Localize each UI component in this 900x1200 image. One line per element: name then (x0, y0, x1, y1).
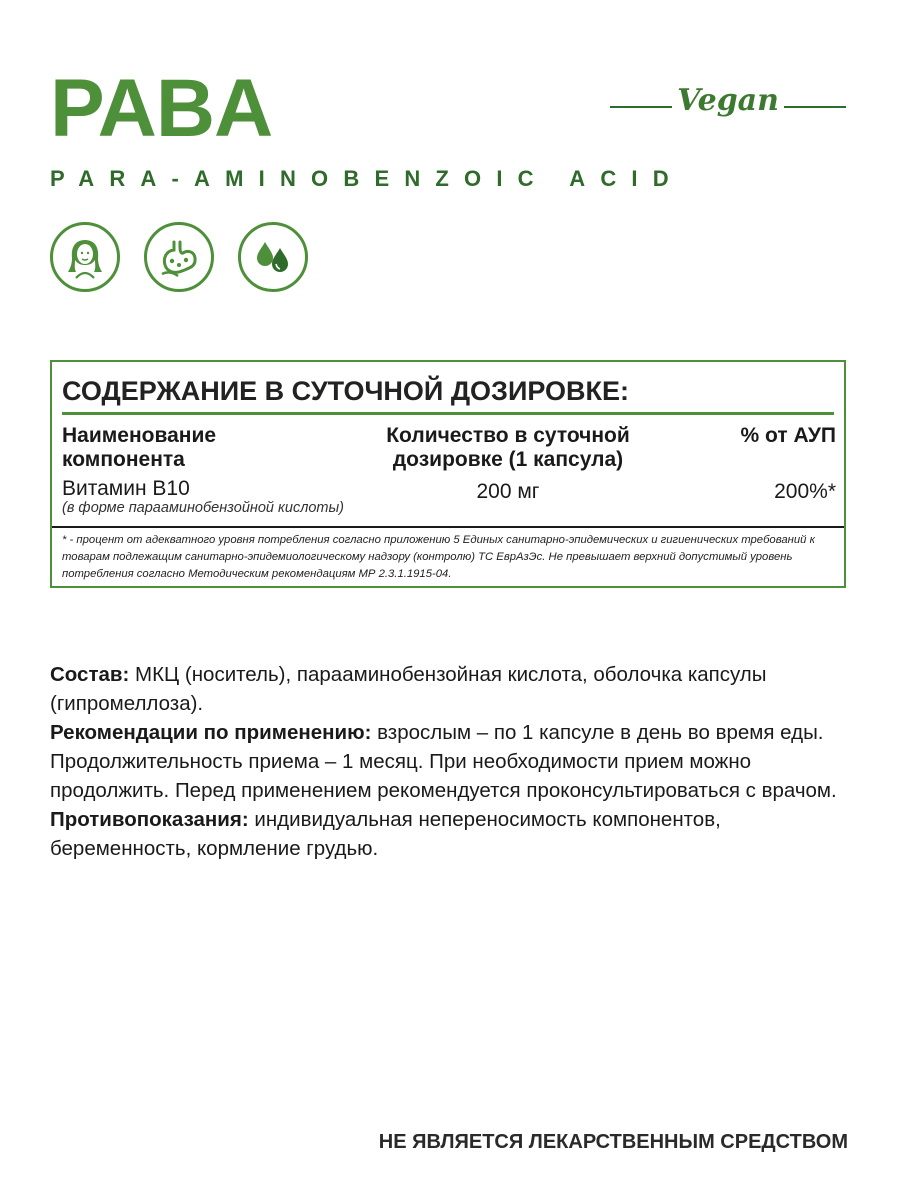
product-title: PABA (50, 63, 273, 154)
component-name: Витамин B10 (62, 477, 190, 500)
table-footnote: * - процент от адекватного уровня потребления согласно приложению 5 Единых санитарно-эпидемических и гигиенических требований к товарам подлежащим санитарно-эпидемиологическому надзору (контролю) ТС ЕврАзЭс. Не превышает верхний допустимый уровень потребления согласно Методическим рекомендациям МР 2.3.1.1915-04. (62, 534, 815, 580)
column-header-amount-line1: Количество в суточной (386, 424, 630, 447)
usage-paragraph (50, 718, 850, 805)
contraindications-text: индивидуальная непереносимость компонентов, беременность, кормление грудью. (50, 808, 721, 860)
column-header-name-line1: Наименование (62, 424, 217, 447)
usage-label: Рекомендации по применению: (50, 721, 372, 744)
footnote-divider (52, 526, 844, 528)
table-heading: СОДЕРЖАНИЕ В СУТОЧНОЙ ДОЗИРОВКЕ: (62, 376, 630, 406)
composition-text: МКЦ (носитель), парааминобензойная кислота, оболочка капсулы (гипромеллоза). (50, 663, 767, 715)
contraindications-label: Противопоказания: (50, 808, 249, 831)
benefit-icons (50, 222, 308, 292)
column-header-amount-line2: дозировке (1 капсула) (392, 448, 624, 472)
product-info (50, 660, 850, 863)
column-header-percent: % от АУП (740, 424, 836, 447)
usage-text: взрослым – по 1 капсуле в день во время еды. Продолжительность приема – 1 месяц. При необходимости прием можно продолжить. Перед применением рекомендуется проконсультироваться с врачом. (50, 721, 837, 802)
water-drops-icon (238, 222, 308, 292)
heading-divider (62, 412, 834, 415)
vegan-badge (610, 84, 846, 130)
composition-label: Состав: (50, 663, 130, 686)
column-header-amount (348, 424, 668, 472)
product-subtitle: PARA-AMINOBENZOIC ACID (50, 166, 684, 191)
composition-paragraph (50, 660, 850, 718)
column-header-name-line2: компонента (62, 448, 185, 472)
component-amount: 200 мг (476, 480, 540, 503)
column-header-name (62, 424, 302, 472)
vegan-line-right (784, 106, 846, 108)
component-percent: 200%* (774, 480, 836, 503)
woman-face-icon (50, 222, 120, 292)
stomach-icon (144, 222, 214, 292)
disclaimer: НЕ ЯВЛЯЕТСЯ ЛЕКАРСТВЕННЫМ СРЕДСТВОМ (378, 1131, 848, 1153)
contraindications-paragraph (50, 805, 850, 863)
vegan-label: Vegan (677, 83, 779, 118)
daily-dosage-table (50, 360, 846, 588)
component-form: (в форме парааминобензойной кислоты) (62, 500, 345, 516)
